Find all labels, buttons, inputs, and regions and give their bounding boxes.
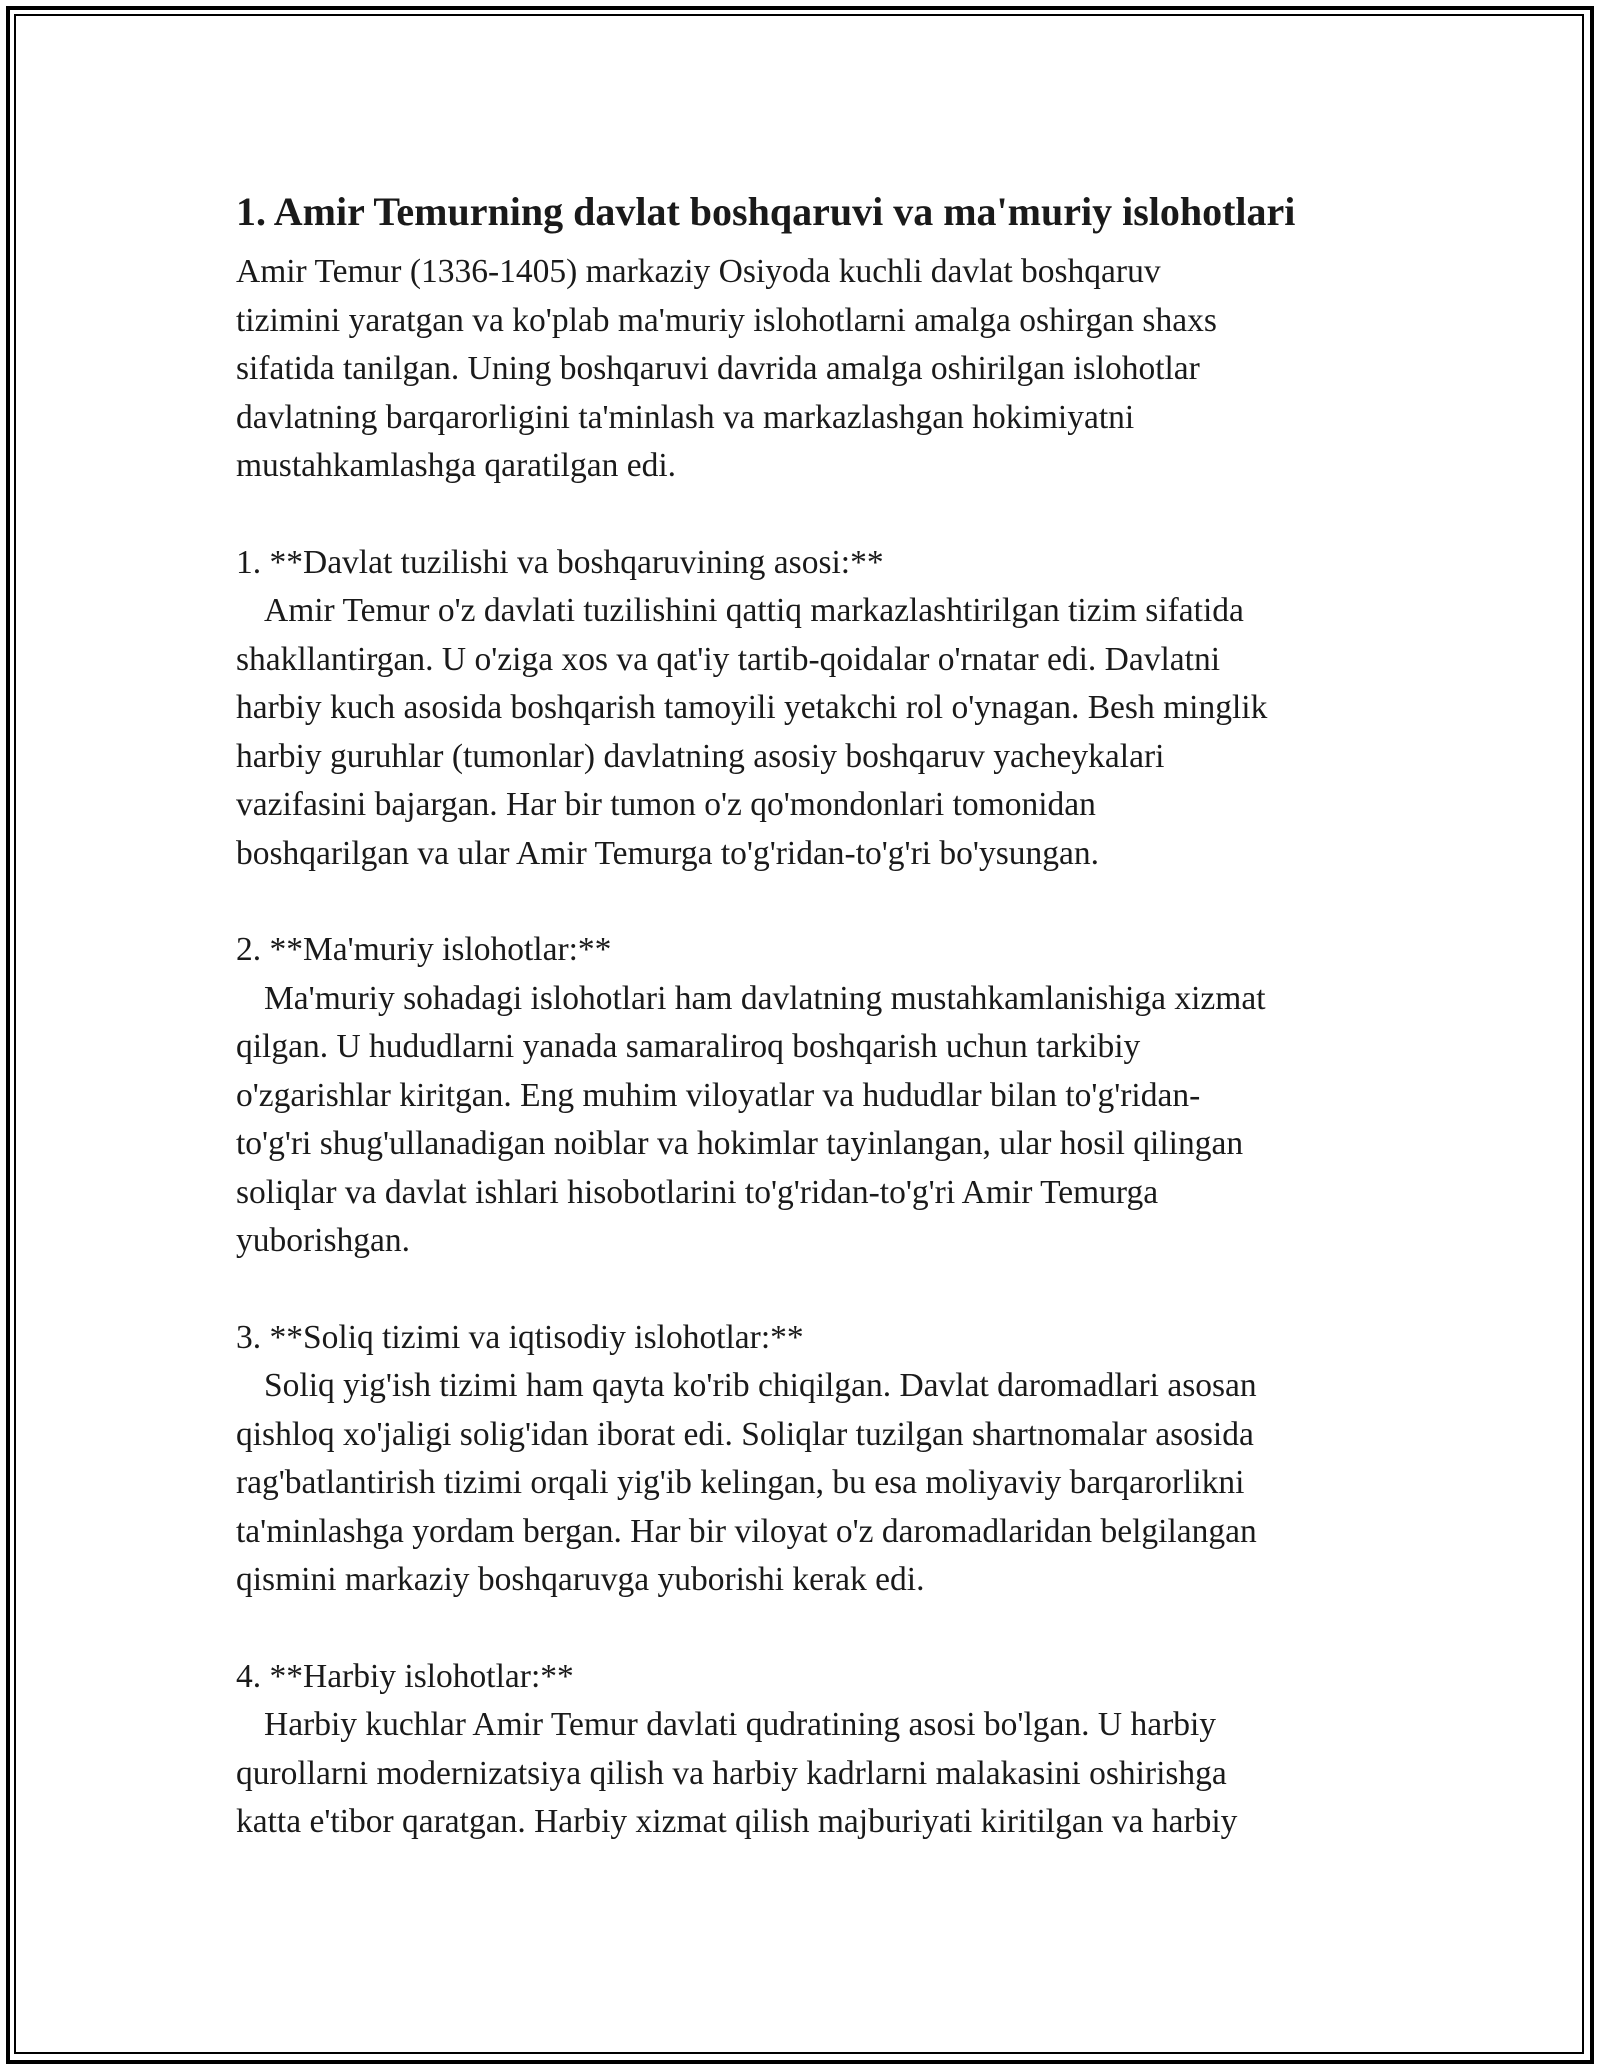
document-page [236, 186, 1386, 1895]
section-line: qurollarni modernizatsiya qilish va harbiy kadrlarni malakasini oshirishga [236, 1754, 1227, 1792]
section-line: Ma'muriy sohadagi islohotlari ham davlatning mustahkamlanishiga xizmat [264, 979, 1266, 1017]
section-line: vazifasini bajargan. Har bir tumon o'z qo'mondonlari tomonidan [236, 786, 1096, 823]
section-heading: 3. **Soliq tizimi va iqtisodiy islohotlar:** [236, 1318, 804, 1356]
intro-line: tizimini yaratgan va ko'plab ma'muriy islohotlarni amalga oshirgan shaxs [236, 301, 1217, 339]
section-paragraph [236, 975, 1386, 1266]
section-line: qilgan. U hududlarni yanada samaraliroq boshqarish uchun tarkibiy [236, 1028, 1141, 1065]
section-line: Soliq yig'ish tizimi ham qayta ko'rib chiqilgan. Davlat daromadlari asosan [264, 1367, 1257, 1404]
intro-line: Amir Temur (1336-1405) markaziy Osiyoda kuchli davlat boshqaruv [236, 253, 1161, 290]
section-line: rag'batlantirish tizimi orqali yig'ib kelingan, bu esa moliyaviy barqarorlikni [236, 1464, 1245, 1501]
section-administrative-reforms [236, 926, 1386, 1266]
document-title: 1. Amir Temurning davlat boshqaruvi va ma'muriy islohotlari [236, 189, 1296, 234]
section-line: Amir Temur o'z davlati tuzilishini qattiq markazlashtirilgan tizim sifatida [264, 592, 1244, 629]
section-paragraph [236, 1701, 1386, 1847]
intro-line: mustahkamlashga qaratilgan edi. [236, 447, 677, 484]
section-line: qismini markaziy boshqaruvga yuborishi kerak edi. [236, 1561, 925, 1598]
section-paragraph [236, 587, 1386, 878]
section-line: ta'minlashga yordam bergan. Har bir viloyat o'z daromadlaridan belgilangan [236, 1512, 1257, 1550]
section-tax-reforms [236, 1314, 1386, 1605]
section-line: qishloq xo'jaligi solig'idan iborat edi. Soliqlar tuzilgan shartnomalar asosida [236, 1415, 1254, 1453]
intro-line: davlatning barqarorligini ta'minlash va markazlashgan hokimiyatni [236, 398, 1135, 436]
section-line: o'zgarishlar kiritgan. Eng muhim viloyatlar va hududlar bilan to'g'ridan- [236, 1076, 1201, 1114]
section-line: harbiy kuch asosida boshqarish tamoyili yetakchi rol o'ynagan. Besh minglik [236, 689, 1268, 726]
section-heading: 2. **Ma'muriy islohotlar:** [236, 931, 612, 968]
section-line: soliqlar va davlat ishlari hisobotlarini to'g'ridan-to'g'ri Amir Temurga [236, 1173, 1159, 1211]
section-line: Harbiy kuchlar Amir Temur davlati qudratining asosi bo'lgan. U harbiy [264, 1706, 1217, 1743]
section-heading: 4. **Harbiy islohotlar:** [236, 1657, 574, 1695]
intro-paragraph [236, 248, 1386, 491]
section-line: to'g'ri shug'ullanadigan noiblar va hokimlar tayinlangan, ular hosil qilingan [236, 1125, 1244, 1162]
section-line: katta e'tibor qaratgan. Harbiy xizmat qilish majburiyati kiritilgan va harbiy [236, 1803, 1238, 1840]
section-military-reforms [236, 1653, 1386, 1847]
section-line: yuborishgan. [236, 1222, 410, 1259]
intro-line: sifatida tanilgan. Uning boshqaruvi davrida amalga oshirilgan islohotlar [236, 350, 1200, 387]
section-line: shakllantirgan. U o'ziga xos va qat'iy tartib-qoidalar o'rnatar edi. Davlatni [236, 640, 1221, 678]
section-paragraph [236, 1362, 1386, 1605]
section-line: harbiy guruhlar (tumonlar) davlatning asosiy boshqaruv yacheykalari [236, 737, 1165, 775]
section-line: boshqarilgan va ular Amir Temurga to'g'ridan-to'g'ri bo'ysungan. [236, 834, 1100, 872]
section-state-structure [236, 539, 1386, 879]
section-heading: 1. **Davlat tuzilishi va boshqaruvining asosi:** [236, 543, 884, 581]
